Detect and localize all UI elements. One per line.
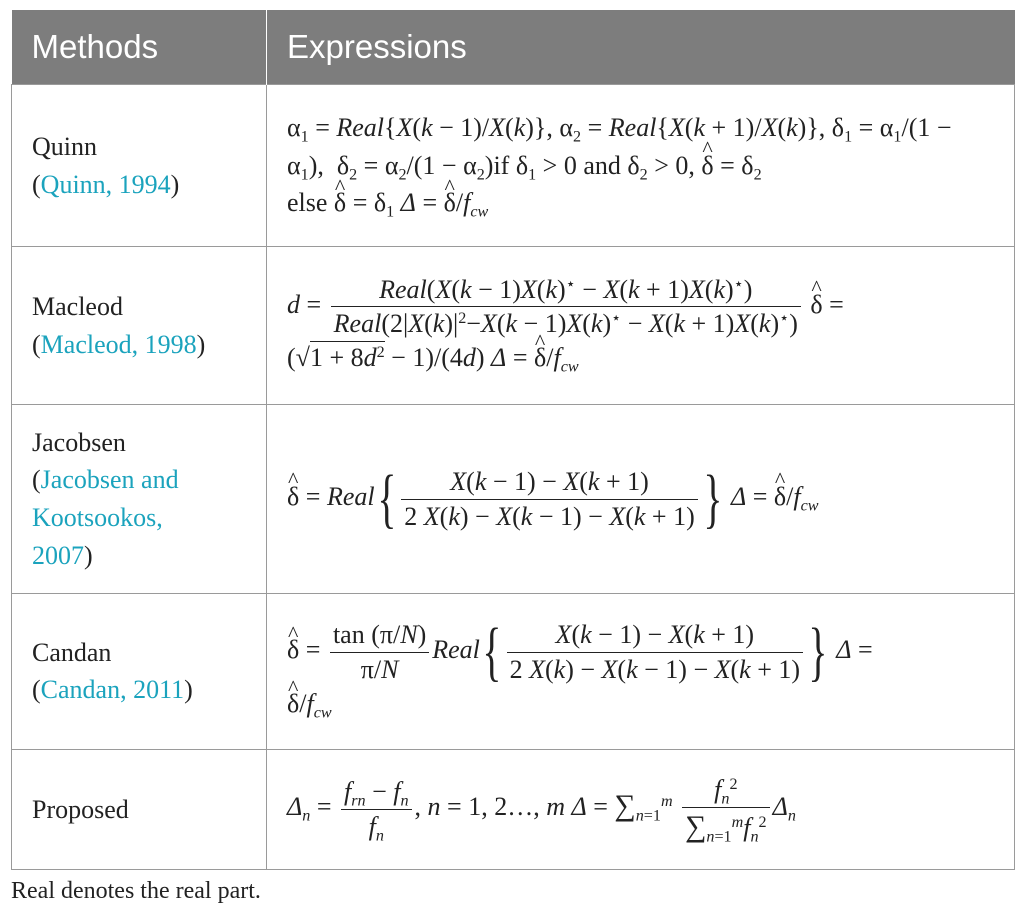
expression-cell [267, 593, 1015, 749]
formula: d = $\frac{Real(X(k - 1)X(k)^⋆ - X(k + 1)X(k)^⋆)}{Real(2|X(k)|^2-X(k - 1)X(k)^⋆ - X(k + 1)X(k)^⋆)}$ ^ δ = $(√1 + 8d^2 - 1)/(4d)$ Δ = ^ $\delta/f_{cw}$ [287, 290, 844, 372]
method-cell: Candan (Candan, 2011) [12, 593, 267, 749]
table-footnote: Real denotes the real part. [11, 878, 261, 904]
method-cell: Macleod (Macleod, 1998) [12, 247, 267, 405]
formula: ^ δ = $\frac{\tan (\pi/N)}{\pi/N}$ Real{ $\frac{X(k - 1) - X(k + 1)}{2 X(k) - X(k - 1) - X(k + 1)}$ } Δ = ^ $\delta/f_{cw}$ [287, 635, 873, 718]
method-cell: Quinn (Quinn, 1994) [12, 85, 267, 247]
method-name: Candan [32, 637, 112, 667]
methods-table [11, 10, 1015, 870]
table-header-row [12, 10, 1015, 85]
expression-cell [267, 85, 1015, 247]
citation-link[interactable]: Jacobsen and Kootsookos, 2007 [32, 465, 179, 570]
citation-link[interactable]: Candan, 2011 [40, 675, 185, 705]
method-name: Quinn [32, 131, 97, 161]
formula: ^ δ = Real{ $\frac{X(k - 1) - X(k + 1)}{2 X(k) - X(k - 1) - X(k + 1)}$ } Δ = ^ $\delta/f_{cw}$ [287, 482, 819, 511]
formula: $\alpha_1$ = Real{X(k − 1)/X(k)}, $\alpha_2$ = Real{X(k + 1)/X(k)}, $\delta_1 = \alpha_1/(1 - \alpha_1)$, $\delta_2 = \alpha_2/(1 - \alpha_2)if$ $\delta_1 > 0$ and $\delta_2 > 0$, ^ $\delta = \delta_2$ else ^ $\delta = \delta_1$ Δ = ^ $\delta/f_{cw}$ [287, 113, 952, 217]
expression-cell [267, 749, 1015, 869]
table-row [12, 593, 1015, 749]
expression-cell [267, 405, 1015, 593]
method-cell [12, 749, 267, 869]
table-row [12, 749, 1015, 869]
expression-cell [267, 247, 1015, 405]
header-methods: Methods [12, 10, 267, 85]
method-name: Macleod [32, 292, 123, 322]
citation-link[interactable]: Quinn, 1994 [40, 169, 171, 199]
citation-link[interactable]: Macleod, 1998 [40, 329, 197, 359]
method-name: Jacobsen [32, 427, 126, 457]
header-expressions: Expressions [267, 10, 1015, 85]
table-row [12, 85, 1015, 247]
table-row [12, 405, 1015, 593]
table-row [12, 247, 1015, 405]
method-name: Proposed [32, 794, 129, 824]
formula: $\Delta_n$ = $\frac{f_{rn} - f_n}{f_n}$ , n = 1, 2…, m $\Delta = \sum_{n=1}^m$ $\frac{f_n^2}{\sum_{n=1}^mf_n^2}$ $\Delta_n$ [287, 774, 796, 846]
method-cell: Jacobsen (Jacobsen and Kootsookos, 2007) [12, 405, 267, 593]
